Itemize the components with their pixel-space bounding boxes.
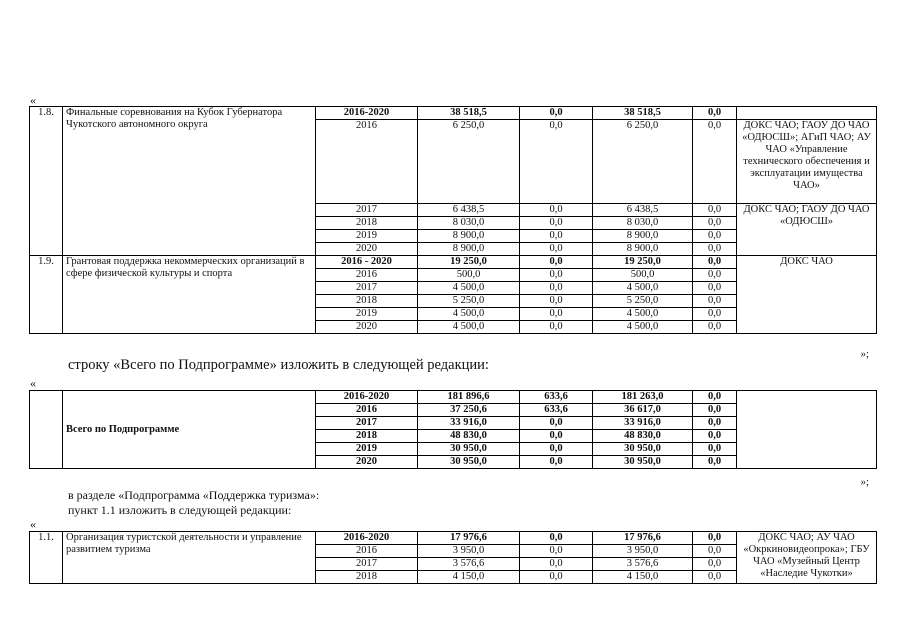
quote-open-2: « — [30, 376, 36, 390]
total-cell: 3 950,0 — [418, 545, 520, 558]
item-number: 1.9. — [30, 256, 63, 334]
year-cell: 2018 — [316, 295, 418, 308]
federal-budget-cell: 0,0 — [520, 120, 593, 204]
heading-total-subprogram: строку «Всего по Подпрограмме» изложить в следующей редакции: — [68, 357, 489, 373]
table-row — [30, 107, 877, 120]
federal-budget-cell: 0,0 — [520, 243, 593, 256]
section-line-2: пункт 1.1 изложить в следующей редакции: — [68, 503, 292, 517]
federal-budget-cell: 0,0 — [520, 430, 593, 443]
total-cell: 4 500,0 — [418, 282, 520, 295]
district-budget-cell: 33 916,0 — [593, 417, 693, 430]
year-cell: 2019 — [316, 308, 418, 321]
table-tourism-item — [29, 531, 877, 584]
item-number: 1.8. — [30, 107, 63, 256]
year-cell: 2018 — [316, 217, 418, 230]
year-cell: 2020 — [316, 456, 418, 469]
quote-close-2: »; — [860, 476, 869, 488]
federal-budget-cell: 0,0 — [520, 217, 593, 230]
district-budget-cell: 181 263,0 — [593, 391, 693, 404]
total-cell: 8 900,0 — [418, 230, 520, 243]
district-budget-cell: 5 250,0 — [593, 295, 693, 308]
year-cell: 2018 — [316, 430, 418, 443]
district-budget-cell: 30 950,0 — [593, 456, 693, 469]
district-budget-cell: 3 576,6 — [593, 558, 693, 571]
federal-budget-cell: 0,0 — [520, 269, 593, 282]
executor-cell: ДОКС ЧАО; АУ ЧАО «Окркиновидеопрока»; ГБУ ЧАО «Музейный Центр «Наследие Чукотки» — [737, 532, 877, 584]
quote-close-1: »; — [860, 348, 869, 360]
other-sources-cell: 0,0 — [693, 532, 737, 545]
section-line-1: в разделе «Подпрограмма «Поддержка туризма»: — [68, 488, 320, 502]
year-cell: 2017 — [316, 417, 418, 430]
year-cell: 2016 - 2020 — [316, 256, 418, 269]
federal-budget-cell: 0,0 — [520, 230, 593, 243]
total-cell: 5 250,0 — [418, 295, 520, 308]
total-cell: 6 438,5 — [418, 204, 520, 217]
federal-budget-cell: 0,0 — [520, 558, 593, 571]
other-sources-cell: 0,0 — [693, 269, 737, 282]
district-budget-cell: 36 617,0 — [593, 404, 693, 417]
other-sources-cell: 0,0 — [693, 456, 737, 469]
other-sources-cell: 0,0 — [693, 230, 737, 243]
total-cell: 30 950,0 — [418, 443, 520, 456]
other-sources-cell: 0,0 — [693, 308, 737, 321]
other-sources-cell: 0,0 — [693, 217, 737, 230]
year-cell: 2016-2020 — [316, 107, 418, 120]
executor-empty-cell — [737, 391, 877, 469]
other-sources-cell: 0,0 — [693, 204, 737, 217]
other-sources-cell: 0,0 — [693, 558, 737, 571]
other-sources-cell: 0,0 — [693, 443, 737, 456]
total-cell: 33 916,0 — [418, 417, 520, 430]
year-cell: 2016 — [316, 120, 418, 204]
federal-budget-cell: 0,0 — [520, 532, 593, 545]
item-number: 1.1. — [30, 532, 63, 584]
year-cell: 2017 — [316, 204, 418, 217]
total-label: Всего по Подпрограмме — [63, 391, 316, 469]
district-budget-cell: 38 518,5 — [593, 107, 693, 120]
executor-empty-cell — [737, 107, 877, 120]
other-sources-cell: 0,0 — [693, 256, 737, 269]
district-budget-cell: 4 150,0 — [593, 571, 693, 584]
number-empty-cell — [30, 391, 63, 469]
other-sources-cell: 0,0 — [693, 430, 737, 443]
district-budget-cell: 48 830,0 — [593, 430, 693, 443]
district-budget-cell: 3 950,0 — [593, 545, 693, 558]
other-sources-cell: 0,0 — [693, 120, 737, 204]
district-budget-cell: 4 500,0 — [593, 321, 693, 334]
total-cell: 3 576,6 — [418, 558, 520, 571]
table-row — [30, 532, 877, 545]
district-budget-cell: 4 500,0 — [593, 308, 693, 321]
district-budget-cell: 500,0 — [593, 269, 693, 282]
total-cell: 48 830,0 — [418, 430, 520, 443]
total-cell: 30 950,0 — [418, 456, 520, 469]
total-cell: 6 250,0 — [418, 120, 520, 204]
total-cell: 37 250,6 — [418, 404, 520, 417]
year-cell: 2016 — [316, 404, 418, 417]
district-budget-cell: 8 900,0 — [593, 230, 693, 243]
total-cell: 500,0 — [418, 269, 520, 282]
district-budget-cell: 6 250,0 — [593, 120, 693, 204]
federal-budget-cell: 0,0 — [520, 107, 593, 120]
year-cell: 2017 — [316, 558, 418, 571]
other-sources-cell: 0,0 — [693, 243, 737, 256]
year-cell: 2019 — [316, 443, 418, 456]
table-subprogram-items — [29, 106, 877, 334]
year-cell: 2016 — [316, 269, 418, 282]
federal-budget-cell: 0,0 — [520, 417, 593, 430]
item-name: Организация туристской деятельности и управление развитием туризма — [63, 532, 316, 584]
other-sources-cell: 0,0 — [693, 295, 737, 308]
federal-budget-cell: 633,6 — [520, 391, 593, 404]
total-cell: 4 500,0 — [418, 321, 520, 334]
other-sources-cell: 0,0 — [693, 571, 737, 584]
executor-cell: ДОКС ЧАО; ГАОУ ДО ЧАО «ОДЮСШ» — [737, 204, 877, 256]
federal-budget-cell: 0,0 — [520, 256, 593, 269]
federal-budget-cell: 0,0 — [520, 282, 593, 295]
year-cell: 2020 — [316, 321, 418, 334]
total-cell: 8 030,0 — [418, 217, 520, 230]
year-cell: 2017 — [316, 282, 418, 295]
year-cell: 2016-2020 — [316, 532, 418, 545]
district-budget-cell: 19 250,0 — [593, 256, 693, 269]
district-budget-cell: 17 976,6 — [593, 532, 693, 545]
federal-budget-cell: 0,0 — [520, 295, 593, 308]
total-cell: 8 900,0 — [418, 243, 520, 256]
other-sources-cell: 0,0 — [693, 545, 737, 558]
district-budget-cell: 8 900,0 — [593, 243, 693, 256]
total-cell: 19 250,0 — [418, 256, 520, 269]
total-cell: 181 896,6 — [418, 391, 520, 404]
other-sources-cell: 0,0 — [693, 107, 737, 120]
other-sources-cell: 0,0 — [693, 282, 737, 295]
federal-budget-cell: 0,0 — [520, 545, 593, 558]
federal-budget-cell: 0,0 — [520, 204, 593, 217]
year-cell: 2016-2020 — [316, 391, 418, 404]
total-cell: 17 976,6 — [418, 532, 520, 545]
federal-budget-cell: 633,6 — [520, 404, 593, 417]
year-cell: 2018 — [316, 571, 418, 584]
other-sources-cell: 0,0 — [693, 321, 737, 334]
district-budget-cell: 30 950,0 — [593, 443, 693, 456]
total-cell: 38 518,5 — [418, 107, 520, 120]
year-cell: 2019 — [316, 230, 418, 243]
federal-budget-cell: 0,0 — [520, 308, 593, 321]
federal-budget-cell: 0,0 — [520, 456, 593, 469]
quote-open-1: « — [30, 93, 36, 107]
item-name: Финальные соревнования на Кубок Губернатора Чукотского автономного округа — [63, 107, 316, 256]
total-cell: 4 150,0 — [418, 571, 520, 584]
total-cell: 4 500,0 — [418, 308, 520, 321]
year-cell: 2020 — [316, 243, 418, 256]
district-budget-cell: 6 438,5 — [593, 204, 693, 217]
executor-cell: ДОКС ЧАО; ГАОУ ДО ЧАО «ОДЮСШ»; АГиП ЧАО; АУ ЧАО «Управление технического обеспечения и эксплуатации имущества ЧАО» — [737, 120, 877, 204]
item-name: Грантовая поддержка некоммерческих организаций в сфере физической культуры и спорта — [63, 256, 316, 334]
executor-cell: ДОКС ЧАО — [737, 256, 877, 334]
district-budget-cell: 4 500,0 — [593, 282, 693, 295]
quote-open-3: « — [30, 517, 36, 531]
year-cell: 2016 — [316, 545, 418, 558]
table-row — [30, 256, 877, 269]
table-total-subprogram — [29, 390, 877, 469]
federal-budget-cell: 0,0 — [520, 321, 593, 334]
other-sources-cell: 0,0 — [693, 417, 737, 430]
other-sources-cell: 0,0 — [693, 404, 737, 417]
federal-budget-cell: 0,0 — [520, 443, 593, 456]
district-budget-cell: 8 030,0 — [593, 217, 693, 230]
table-row — [30, 391, 877, 404]
federal-budget-cell: 0,0 — [520, 571, 593, 584]
other-sources-cell: 0,0 — [693, 391, 737, 404]
